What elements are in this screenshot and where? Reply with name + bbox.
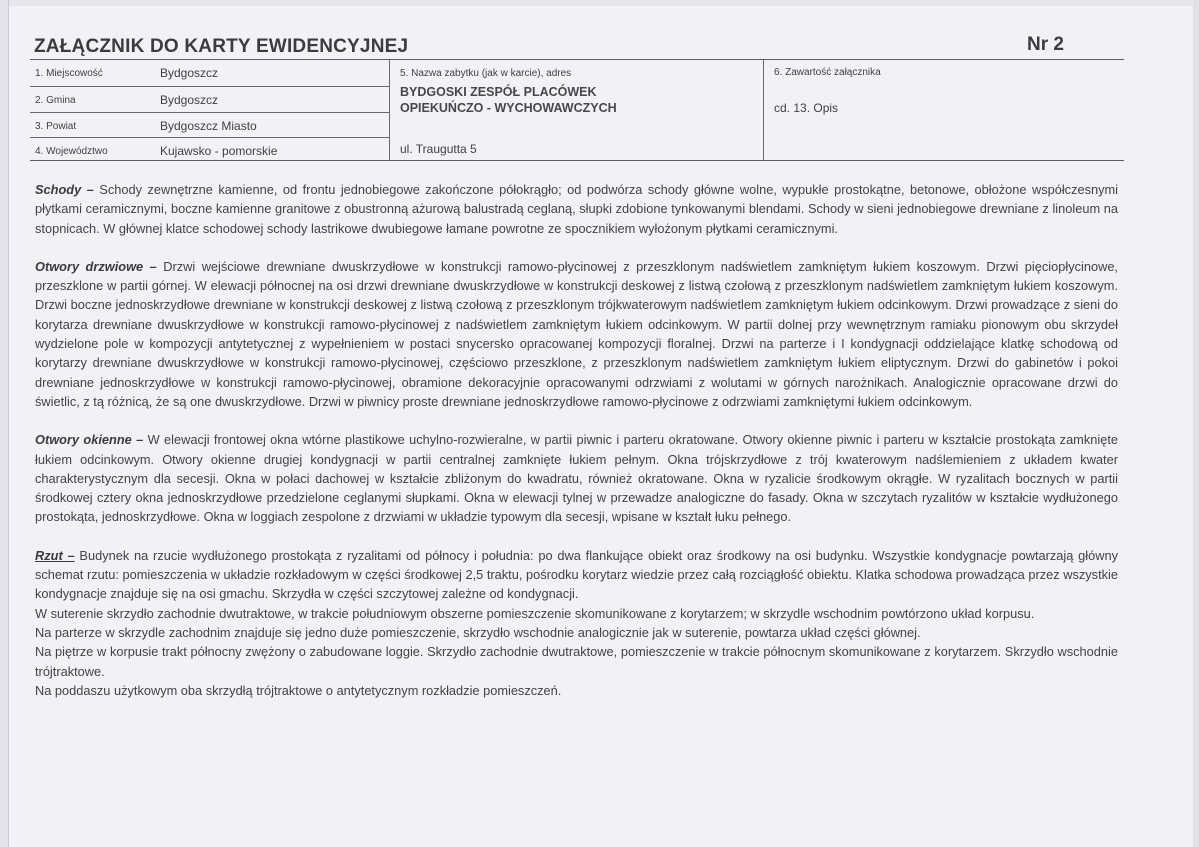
section-rzut xyxy=(35,546,1118,604)
county-label: 3. Powiat xyxy=(35,121,77,132)
rzut-paragraph: Na parterze w skrzydle zachodnim znajduje się jedno duże pomieszczenie, skrzydło wschodnie analogicznie jak w suterenie, powtarza układ części głównej. xyxy=(35,624,921,640)
section-heading: Schody – xyxy=(35,182,94,197)
table-divider-2 xyxy=(763,60,764,160)
section-drzwi xyxy=(35,257,1118,411)
section-schody xyxy=(35,180,1118,238)
commune-label: 2. Gmina xyxy=(35,95,76,106)
monument-label: 5. Nazwa zabytku (jak w karcie), adres xyxy=(400,68,572,79)
contents-label: 6. Zawartość załącznika xyxy=(774,67,881,78)
section-text: Schody zewnętrzne kamienne, od frontu jednobiegowe zakończone półokrągło; od podwórza schody główne wolne, wypukłe prostokątne, betonowe, obłożone współczesnymi płytkami ceramicznymi, boczne kamienne granitowe z obustronną ażurową balustradą ceglaną, słupki zdobione tynkowanymi blendami. Schody w sieni jednobiegowe drewniane z linoleum na stopnicach. W głównej klatce schodowej schody lastrikowe dwubiegowe łamane powrotne ze spocznikiem wyłożonym płytkami ceramicznymi. xyxy=(35,182,1118,236)
section-heading: Rzut – xyxy=(35,547,75,563)
attachment-number: Nr 2 xyxy=(1027,34,1064,55)
description-body xyxy=(35,180,1118,700)
voivodeship-label: 4. Województwo xyxy=(35,146,108,157)
monument-name-line2: OPIEKUŃCZO - WYCHOWAWCZYCH xyxy=(400,101,617,115)
page-title: ZAŁĄCZNIK DO KARTY EWIDENCYJNEJ xyxy=(34,36,409,57)
page-right-edge xyxy=(1193,0,1199,847)
section-heading: Otwory drzwiowe – xyxy=(35,258,157,274)
location-value: Bydgoszcz xyxy=(160,66,219,80)
row-divider-3 xyxy=(30,137,389,138)
rzut-paragraph: W suterenie skrzydło zachodnie dwutraktowe, w trakcie południowym obszerne pomieszczenie skomunikowane z korytarzem; w skrzydle wschodnim powtórzono układ korpusu. xyxy=(35,605,1035,621)
contents-value: cd. 13. Opis xyxy=(774,101,839,115)
page-left-edge xyxy=(0,0,9,847)
section-heading: Otwory okienne – xyxy=(35,432,144,448)
section-text: W elewacji frontowej okna wtórne plastikowe uchylno-rozwieralne, w partii piwnic i parteru okratowane. Otwory okienne piwnic i parteru w kształcie prostokąta zamknięte łukiem odcinkowym. Otwory okienne drugiej kondygnacji w partii centralnej zamknięte łukiem pełnym. Okna trójskrzydłowe z trój kwaterowym nadślemieniem z układem kwater charakterystycznym dla secesji. Okna w połaci dachowej w kształcie zbliżonym do kwadratu, również okratowane. Okna w ryzalicie środkowym okrągłe. W ryzalitach bocznych w partii środkowej cztery okna jednoskrzydłowe przedzielone ceglanymi słupkami. Okna w elewacji tylnej w przewadze analogiczne do fasady. Okna w szczytach ryzalitów w kształcie wydłużonego prostokąta, jednoskrzydłowe. Okna w loggiach zespolone z drzwiami w układzie typowym dla secesji, wpisane w kształt łuku pełnego. xyxy=(35,432,1118,525)
monument-name-line1: BYDGOSKI ZESPÓŁ PLACÓWEK xyxy=(400,85,597,99)
section-text: Drzwi wejściowe drewniane dwuskrzydłowe w konstrukcji ramowo-płycinowej z przeszklonym nadświetlem zamkniętym łukiem koszowym. Drzwi pięciopłycinowe, przeszklone w partii górnej. W elewacji północnej na osi drzwi drewniane dwuskrzydłowe w konstrukcji deskowej z listwą czołową z przeszklonym nadświetlem zamkniętym łukiem koszowym. Drzwi boczne jednoskrzydłowe drewniane w konstrukcji deskowej z listwą czołową z przeszklonym trójkwaterowym nadświetlem zamkniętym łukiem odcinkowym. Drzwi prowadzące z sieni do korytarza drewniane dwuskrzydłowe w konstrukcji ramowo-płycinowej z nadświetlem zamkniętym łukiem odcinkowym. W partii dolnej przy wewnętrznym ramiaku pionowym obu skrzydeł wydzielone pole w kompozycji antytetycznej z wypełnieniem w postaci snycersko opracowanej kompozycji floralnej. Drzwi na parterze i I kondygnacji oddzielające klatkę schodową od korytarzy drewniane dwuskrzydłowe w konstrukcji ramowo-płycinowej, częściowo przeszklone, z przeszklonym nadświetlem zamkniętym łukiem eliptycznym. Drzwi do gabinetów i pokoi drewniane jednoskrzydłowe w konstrukcji ramowo-płycinowej, obramione dekoracyjnie opracowanymi odrzwiami z wolutami w górnych narożnikach. Analogicznie opracowane drzwi do świetlic, z tą różnicą, że są one dwuskrzydłowe. Drzwi w piwnicy proste drewniane jednoskrzydłowe ramowo-płycinowe z odrzwiami zamkniętymi łukiem odcinkowym. xyxy=(35,258,1118,409)
page-top-edge xyxy=(0,0,1199,6)
commune-value: Bydgoszcz xyxy=(160,93,219,107)
rzut-paragraph: Na piętrze w korpusie trakt północny zwężony o zabudowane loggie. Skrzydło zachodnie dwutraktowe, pomieszczenie w trakcie północnym skomunikowane z korytarzem. Skrzydło wschodnie trójtraktowe. xyxy=(35,644,1118,679)
rzut-paragraph: Na poddaszu użytkowym oba skrzydłą trójtraktowe o antytetycznym rozkładzie pomieszczeń. xyxy=(35,682,562,698)
table-bottom-rule xyxy=(30,160,1124,161)
table-top-rule xyxy=(30,59,1124,60)
monument-address: ul. Traugutta 5 xyxy=(400,142,477,156)
row-divider-2 xyxy=(30,112,389,113)
county-value: Bydgoszcz Miasto xyxy=(160,119,257,133)
monument-name xyxy=(400,84,750,116)
row-divider-1 xyxy=(30,86,389,87)
voivodeship-value: Kujawsko - pomorskie xyxy=(160,144,278,158)
table-divider-1 xyxy=(389,60,390,160)
location-label: 1. Miejscowość xyxy=(35,68,103,79)
section-text: Budynek na rzucie wydłużonego prostokąta z ryzalitami od północy i południa: po dwa flankujące obiekt oraz środkowy na osi budynku. Wszystkie kondygnacje powtarzają główny schemat rzutu: pomieszczenia w układzie rozkładowym w części środkowej 2,5 traktu, pośrodku korytarz wiedzie przez całą rozciągłość obiektu. Klatka schodowa prowadząca przez wszystkie kondygnacje znajduje się na osi gmachu. Skrzydła w części szczytowej zależne od kondygnacji. xyxy=(35,547,1118,602)
section-okna xyxy=(35,430,1118,526)
